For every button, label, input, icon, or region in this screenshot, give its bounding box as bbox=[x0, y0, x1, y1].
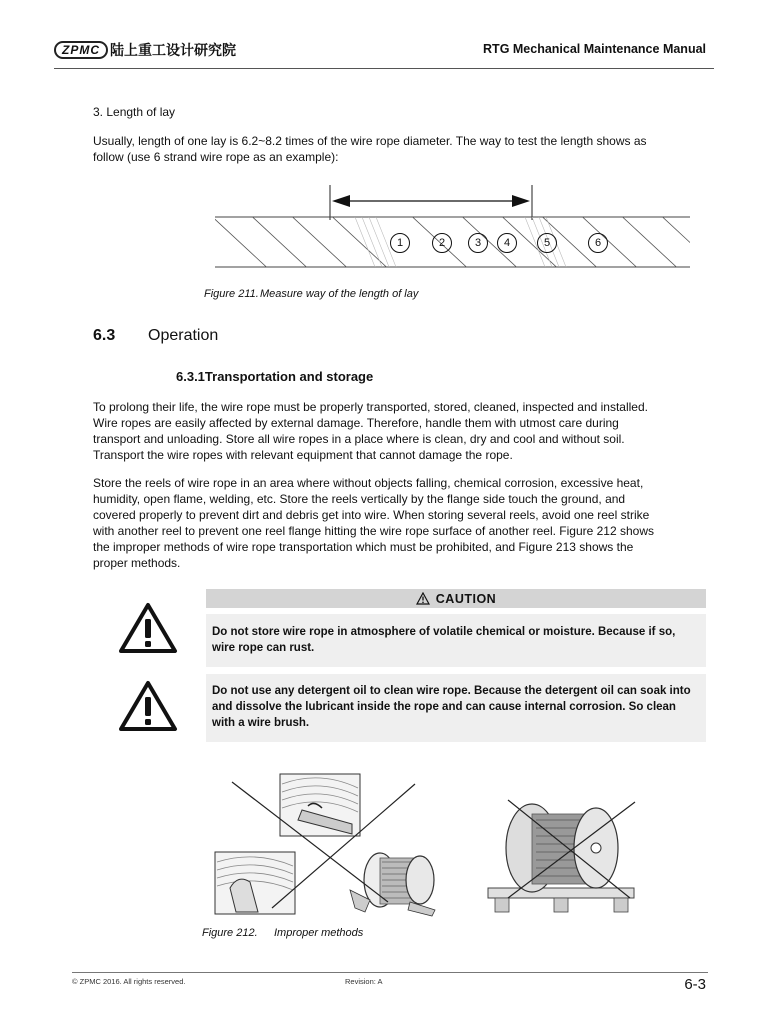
warning-icon bbox=[416, 592, 430, 605]
subsection-title: 6.3.1Transportation and storage bbox=[176, 369, 374, 384]
company-logo bbox=[54, 40, 236, 60]
caution-item-1-line1: Do not store wire rope in atmosphere of volatile chemical or moisture. Because if so, bbox=[212, 626, 676, 638]
caution-header bbox=[206, 589, 706, 608]
figure-212-number: Figure 212. bbox=[202, 927, 258, 939]
storage-para-line: with another reel to prevent one reel flange hitting the wire rope surface of another reel. Figure 212 shows bbox=[93, 524, 654, 538]
section-title: Operation bbox=[148, 327, 219, 344]
figure-211-text: Measure way of the length of lay bbox=[260, 288, 419, 300]
header-divider bbox=[54, 68, 714, 69]
strand-marker-6: 6 bbox=[588, 233, 608, 253]
logo-chinese-name: 陆上重工设计研究院 bbox=[110, 42, 236, 58]
transport-para-line: transport and unloading. Store all wire ropes in a place where is clean, dry and cool and without soil. bbox=[93, 432, 625, 446]
strand-marker-4: 4 bbox=[497, 233, 517, 253]
strand-markers bbox=[390, 233, 610, 255]
hook-photo-upper bbox=[280, 774, 360, 836]
logo-badge: ZPMC bbox=[54, 41, 108, 59]
warning-triangle-icon bbox=[118, 680, 178, 732]
caution-label: CAUTION bbox=[435, 591, 497, 606]
transport-para-line: Wire ropes are easily affected by external damage. Therefore, handle them with utmost care during bbox=[93, 416, 619, 430]
length-of-lay-para-line1: Usually, length of one lay is 6.2~8.2 times of the wire rope diameter. The way to test the length shows as bbox=[93, 134, 647, 148]
caution-item-1 bbox=[206, 614, 706, 667]
caution-item-2 bbox=[206, 674, 706, 742]
storage-para-line: covered properly to prevent dirt and debris get into wire. When storing several reels, avoid one reel strike bbox=[93, 508, 650, 522]
footer-copyright: © ZPMC 2016. All rights reserved. bbox=[72, 977, 186, 986]
strand-marker-5: 5 bbox=[537, 233, 557, 253]
page-number: 6-3 bbox=[684, 976, 706, 993]
strand-marker-2: 2 bbox=[432, 233, 452, 253]
strand-marker-3: 3 bbox=[468, 233, 488, 253]
storage-para-line: Store the reels of wire rope in an area where without objects falling, chemical corrosion, excessive heat, bbox=[93, 476, 644, 490]
length-of-lay-diagram bbox=[205, 180, 695, 275]
figure-211-number: Figure 211. bbox=[204, 288, 259, 300]
strand-marker-1: 1 bbox=[390, 233, 410, 253]
figure-212-caption bbox=[202, 927, 363, 939]
warning-triangle-icon bbox=[118, 602, 178, 654]
section-number: 6.3 bbox=[93, 327, 116, 344]
caution-item-1-line2: wire rope can rust. bbox=[212, 642, 315, 654]
length-of-lay-heading: 3. Length of lay bbox=[93, 105, 176, 119]
storage-para-line: humidity, open flame, welding, etc. Store the reels vertically by the flange side touch the ground, and bbox=[93, 492, 626, 506]
caution-item-2-line3: with a wire brush. bbox=[212, 717, 310, 729]
footer-divider bbox=[72, 972, 708, 973]
hook-photo-lower bbox=[215, 852, 295, 914]
reel-hook-lift bbox=[350, 853, 435, 916]
caution-item-2-line1: Do not use any detergent oil to clean wire rope. Because the detergent oil can soak into bbox=[212, 685, 691, 697]
document-title: RTG Mechanical Maintenance Manual bbox=[483, 42, 706, 56]
figure-212-text: Improper methods bbox=[274, 927, 364, 939]
caution-item-2-line2: and dissolve the lubricant inside the rope and can cause internal corrosion. So clean bbox=[212, 701, 676, 713]
storage-para-line: proper methods. bbox=[93, 556, 181, 570]
figure-211-caption bbox=[204, 288, 418, 300]
length-of-lay-para-line2: follow (use 6 strand wire rope as an example): bbox=[93, 150, 339, 164]
footer-revision: Revision: A bbox=[345, 977, 383, 986]
transport-para-line: To prolong their life, the wire rope must be properly transported, stored, cleaned, inspected and installed. bbox=[93, 400, 648, 414]
improper-methods-illustration bbox=[210, 770, 680, 922]
storage-para-line: the improper methods of wire rope transportation which must be prohibited, and Figure 213 shows the bbox=[93, 540, 634, 554]
transport-para-line: Transport the wire ropes with relevant equipment that cannot damage the rope. bbox=[93, 448, 513, 462]
